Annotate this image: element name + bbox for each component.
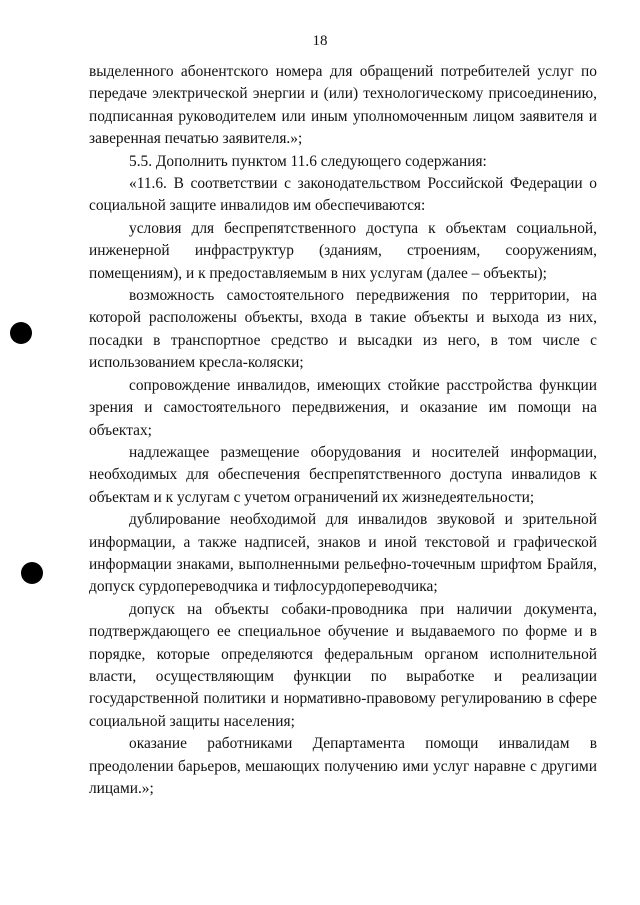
punch-hole-mark xyxy=(21,562,43,584)
paragraph-11-6: «11.6. В соответствии с законодательством Российской Федерации о социальной защите инвалидов им обеспечиваются: xyxy=(89,175,597,215)
paragraph-escort: сопровождение инвалидов, имеющих стойкие расстройства функции зрения и самостоятельного передвижения, и оказание им помощи на объектах; xyxy=(89,376,597,439)
paragraph-movement: возможность самостоятельного передвижения по территории, на которой расположены объекты, входа в такие объекты и выхода из них, посадки в транспортное средство и высадки из него, в том числе с использованием кресла-коляски; xyxy=(89,287,597,372)
paragraph-continuation: выделенного абонентского номера для обращений потребителей услуг по передаче электрической энергии и (или) технологическому присоединению, подписанная руководителем или иным уполномоченным лицом заявителя и заверенная печатью заявителя.»; xyxy=(89,63,597,148)
document-body xyxy=(89,61,597,800)
paragraph-equipment: надлежащее размещение оборудования и носителей информации, необходимых для обеспечения беспрепятственного доступа инвалидов к объектам и к услугам с учетом ограничений их жизнедеятельности; xyxy=(89,443,597,506)
paragraph-assistance: оказание работниками Департамента помощи инвалидам в преодолении барьеров, мешающих получению ими услуг наравне с другими лицами.»; xyxy=(89,735,597,797)
punch-hole-mark xyxy=(10,322,32,344)
page-number: 18 xyxy=(312,33,328,49)
paragraph-5-5: 5.5. Дополнить пунктом 11.6 следующего содержания: xyxy=(129,152,487,170)
paragraph-guide-dog: допуск на объекты собаки-проводника при наличии документа, подтверждающего ее специальное обучение и выдаваемого по форме и в порядке, которые определяются федеральным органом исполнительной власти, осуществляющим функции по выработке и реализации государственной политики и нормативно-правовому регулированию в сфере социальной защиты населения; xyxy=(89,600,597,730)
paragraph-duplication: дублирование необходимой для инвалидов звуковой и зрительной информации, а также надписей, знаков и иной текстовой и графической информации знаками, выполненными рельефно-точечным шрифтом Брайля, допуск сурдопереводчика и тифлосурдопереводчика; xyxy=(89,511,597,596)
paragraph-access-conditions: условия для беспрепятственного доступа к объектам социальной, инженерной инфраструктур (зданиям, строениям, сооружениям, помещениям), и к предоставляемым в них услугам (далее – объекты); xyxy=(89,219,597,282)
